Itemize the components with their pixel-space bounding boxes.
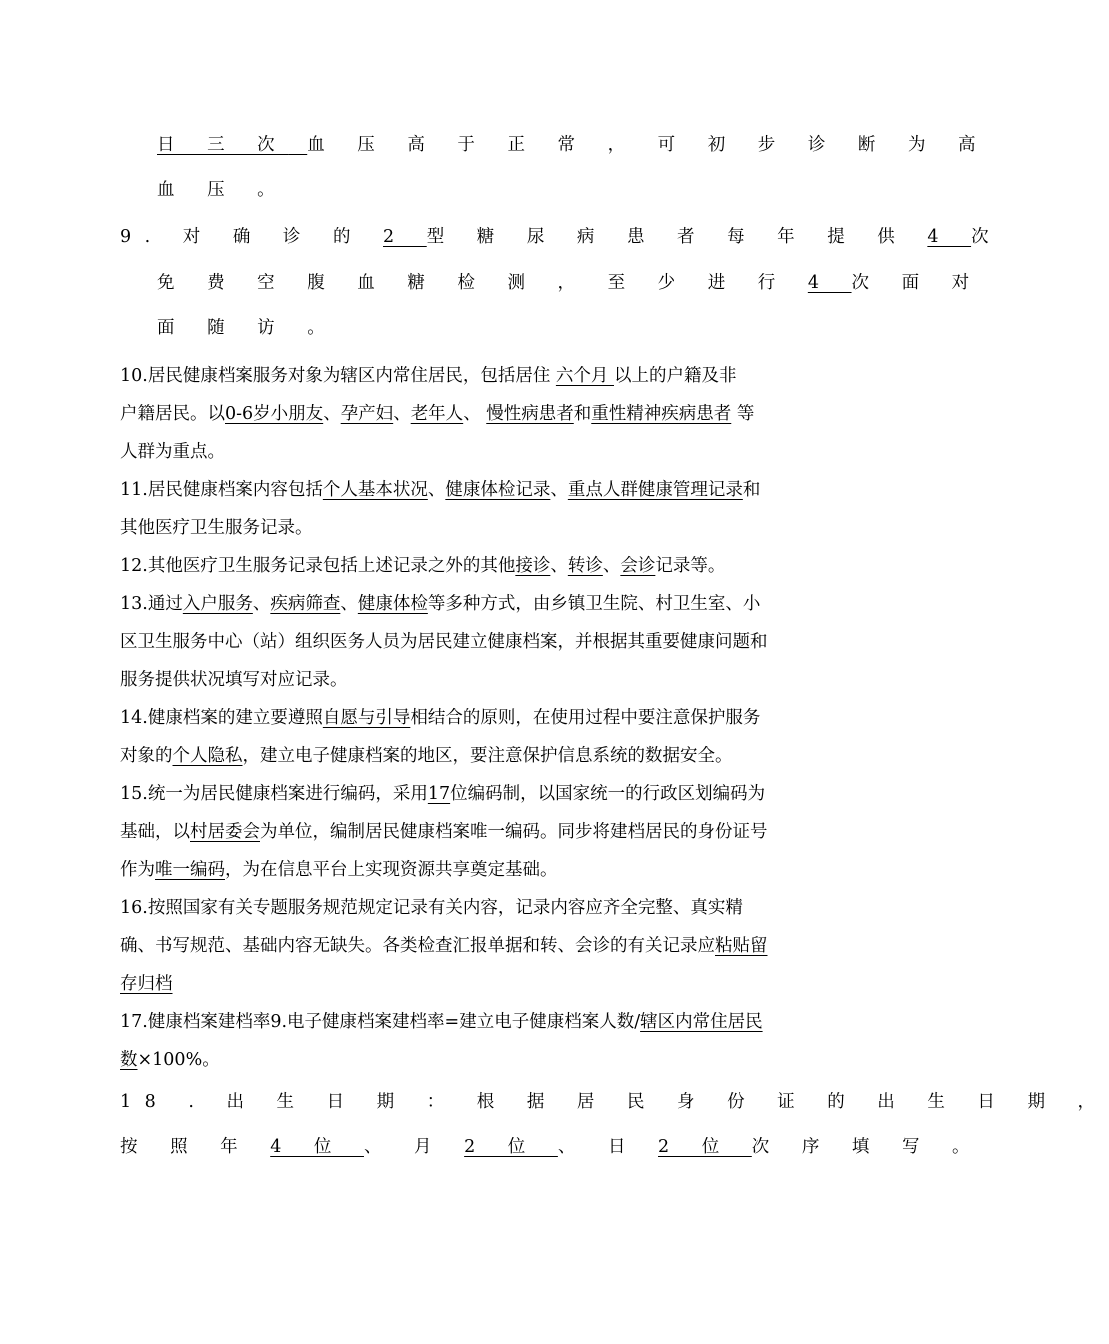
filled-answer: 老年人	[410, 404, 464, 424]
text-segment: 确、书写规范、基础内容无缺失。各类检查汇报单据和转、会诊的有关记录应	[120, 936, 715, 956]
filled-answer: 健康体检	[357, 594, 428, 614]
text-segment: 等多种方式，由乡镇卫生院、村卫生室、小	[427, 594, 761, 614]
text-segment: 作为	[120, 860, 155, 880]
text-segment: 14.健康档案的建立要遵照	[120, 708, 323, 728]
text-segment: 、 月	[363, 1137, 465, 1157]
text-line	[120, 630, 768, 654]
text-line	[120, 478, 760, 502]
filled-answer: 唯一编码	[155, 860, 225, 880]
text-line	[120, 820, 768, 844]
text-segment: 10.居民健康档案服务对象为辖区内常住居民，包括居住	[120, 366, 556, 386]
text-line	[120, 364, 736, 388]
text-segment: 免 费 空 腹 血 糖 检 测 ， 至 少 进 行	[157, 273, 808, 293]
filled-answer: 村居委会	[190, 822, 260, 842]
filled-answer: 重性精神疾病患者	[591, 404, 732, 424]
text-segment: 16.按照国家有关专题服务规范规定记录有关内容，记录内容应齐全完整、真实精	[120, 898, 743, 918]
text-segment: 基础，以	[120, 822, 190, 842]
text-segment: 和	[742, 480, 761, 500]
filled-answer: 2 位	[464, 1137, 558, 1157]
text-line	[120, 934, 768, 958]
text-segment: 以上的户籍及非	[613, 366, 737, 386]
text-segment: 服务提供状况填写对应记录。	[120, 670, 348, 690]
filled-answer: 个人隐私	[172, 746, 243, 766]
text-segment: ，建立电子健康档案的地区，要注意保护信息系统的数据安全。	[242, 746, 733, 766]
text-segment: 、	[340, 594, 358, 614]
text-line	[120, 858, 558, 882]
text-segment: ×100%。	[137, 1050, 220, 1070]
text-line	[157, 178, 288, 202]
text-line	[120, 1048, 220, 1072]
filled-answer: 粘贴留	[715, 936, 768, 956]
filled-answer: 转诊	[567, 556, 603, 576]
text-line	[120, 592, 760, 616]
text-line	[120, 225, 1002, 249]
text-segment: 次 面 对	[851, 273, 983, 293]
text-segment: 18 . 出 生 日 期 ： 根 据 居 民 身 份 证 的 出 生 日 期 ，	[120, 1092, 1109, 1112]
text-segment: 为单位，编制居民健康档案唯一编码。同步将建档居民的身份证号	[260, 822, 768, 842]
text-segment: 次	[971, 227, 1003, 247]
filled-answer: 会诊	[620, 556, 656, 576]
text-line	[120, 440, 225, 464]
filled-answer: 17	[427, 784, 451, 804]
filled-answer: 接诊	[515, 556, 551, 576]
filled-answer: 重点人群健康管理记录	[567, 480, 743, 500]
text-segment: 区卫生服务中心（站）组织医务人员为居民建立健康档案，并根据其重要健康问题和	[120, 632, 768, 652]
filled-answer: 4	[927, 227, 972, 247]
text-segment: 型 糖 尿 病 患 者 每 年 提 供	[426, 227, 928, 247]
text-segment: 11.居民健康档案内容包括	[120, 480, 323, 500]
text-segment: 和	[573, 404, 592, 424]
filled-answer: 数	[120, 1050, 138, 1070]
filled-answer: 2	[383, 227, 427, 247]
text-segment: 、	[393, 404, 411, 424]
text-segment: 按 照 年	[120, 1137, 271, 1157]
text-segment: 、	[427, 480, 446, 500]
text-line	[157, 133, 989, 157]
text-segment: 12.其他医疗卫生服务记录包括上述记录之外的其他	[120, 556, 516, 576]
text-line	[120, 1090, 1109, 1114]
text-line	[120, 402, 754, 426]
text-line	[120, 744, 733, 768]
text-segment: 、	[602, 556, 621, 576]
text-segment: 对象的	[120, 746, 173, 766]
filled-answer: 自愿与引导	[322, 708, 411, 728]
text-line	[120, 896, 743, 920]
filled-answer: 辖区内常住居民	[640, 1012, 763, 1032]
filled-answer: 健康体检记录	[445, 480, 551, 500]
filled-answer: 2 位	[658, 1137, 752, 1157]
text-segment: ，为在信息平台上实现资源共享奠定基础。	[225, 860, 558, 880]
text-line	[120, 706, 760, 730]
filled-answer: 疾病筛查	[270, 594, 341, 614]
text-segment: 、 日	[557, 1137, 659, 1157]
text-segment: 面 随 访 。	[157, 318, 339, 338]
text-segment: 、	[550, 556, 568, 576]
text-segment: 、	[550, 480, 568, 500]
text-segment: 次 序 填 写 。	[751, 1137, 984, 1157]
text-segment: 血 压 。	[157, 180, 289, 200]
text-line	[157, 271, 983, 295]
text-segment: 、	[323, 404, 341, 424]
text-line	[120, 668, 348, 692]
filled-answer: 存归档	[120, 974, 173, 994]
text-segment: 9. 对 确 诊 的	[120, 227, 384, 247]
filled-answer: 个人基本状况	[322, 480, 428, 500]
text-line	[120, 554, 725, 578]
filled-answer: 六个月	[555, 366, 614, 386]
filled-answer: 孕产妇	[340, 404, 394, 424]
text-segment: 17.健康档案建档率9.电子健康档案建档率=建立电子健康档案人数/	[120, 1012, 641, 1032]
filled-answer: 4	[807, 273, 852, 293]
text-line	[120, 1010, 763, 1034]
text-segment: 等	[731, 404, 755, 424]
text-segment: 、	[463, 404, 487, 424]
text-segment: 13.通过	[120, 594, 183, 614]
filled-answer: 慢性病患者	[486, 404, 574, 424]
text-segment: 人群为重点。	[120, 442, 225, 462]
filled-answer	[288, 135, 307, 155]
text-segment: 位编码制，以国家统一的行政区划编码为	[450, 784, 766, 804]
filled-answer: 0-6岁小朋友	[225, 404, 324, 424]
text-line	[120, 972, 173, 996]
filled-answer: 4 位	[270, 1137, 364, 1157]
text-segment: 、	[252, 594, 271, 614]
text-segment: 户籍居民。以	[120, 404, 225, 424]
text-line	[120, 516, 313, 540]
text-segment: 记录等。	[655, 556, 726, 576]
text-segment: 血 压 高 于 正 常 ， 可 初 步 诊 断 为 高	[307, 135, 990, 155]
text-segment: 15.统一为居民健康档案进行编码，采用	[120, 784, 428, 804]
text-line	[157, 316, 338, 340]
filled-answer: 日 三 次	[157, 135, 289, 155]
filled-answer: 入户服务	[182, 594, 253, 614]
text-line	[120, 1135, 983, 1159]
text-line	[120, 782, 765, 806]
text-segment: 其他医疗卫生服务记录。	[120, 518, 313, 538]
text-segment: 相结合的原则，在使用过程中要注意保护服务	[410, 708, 761, 728]
